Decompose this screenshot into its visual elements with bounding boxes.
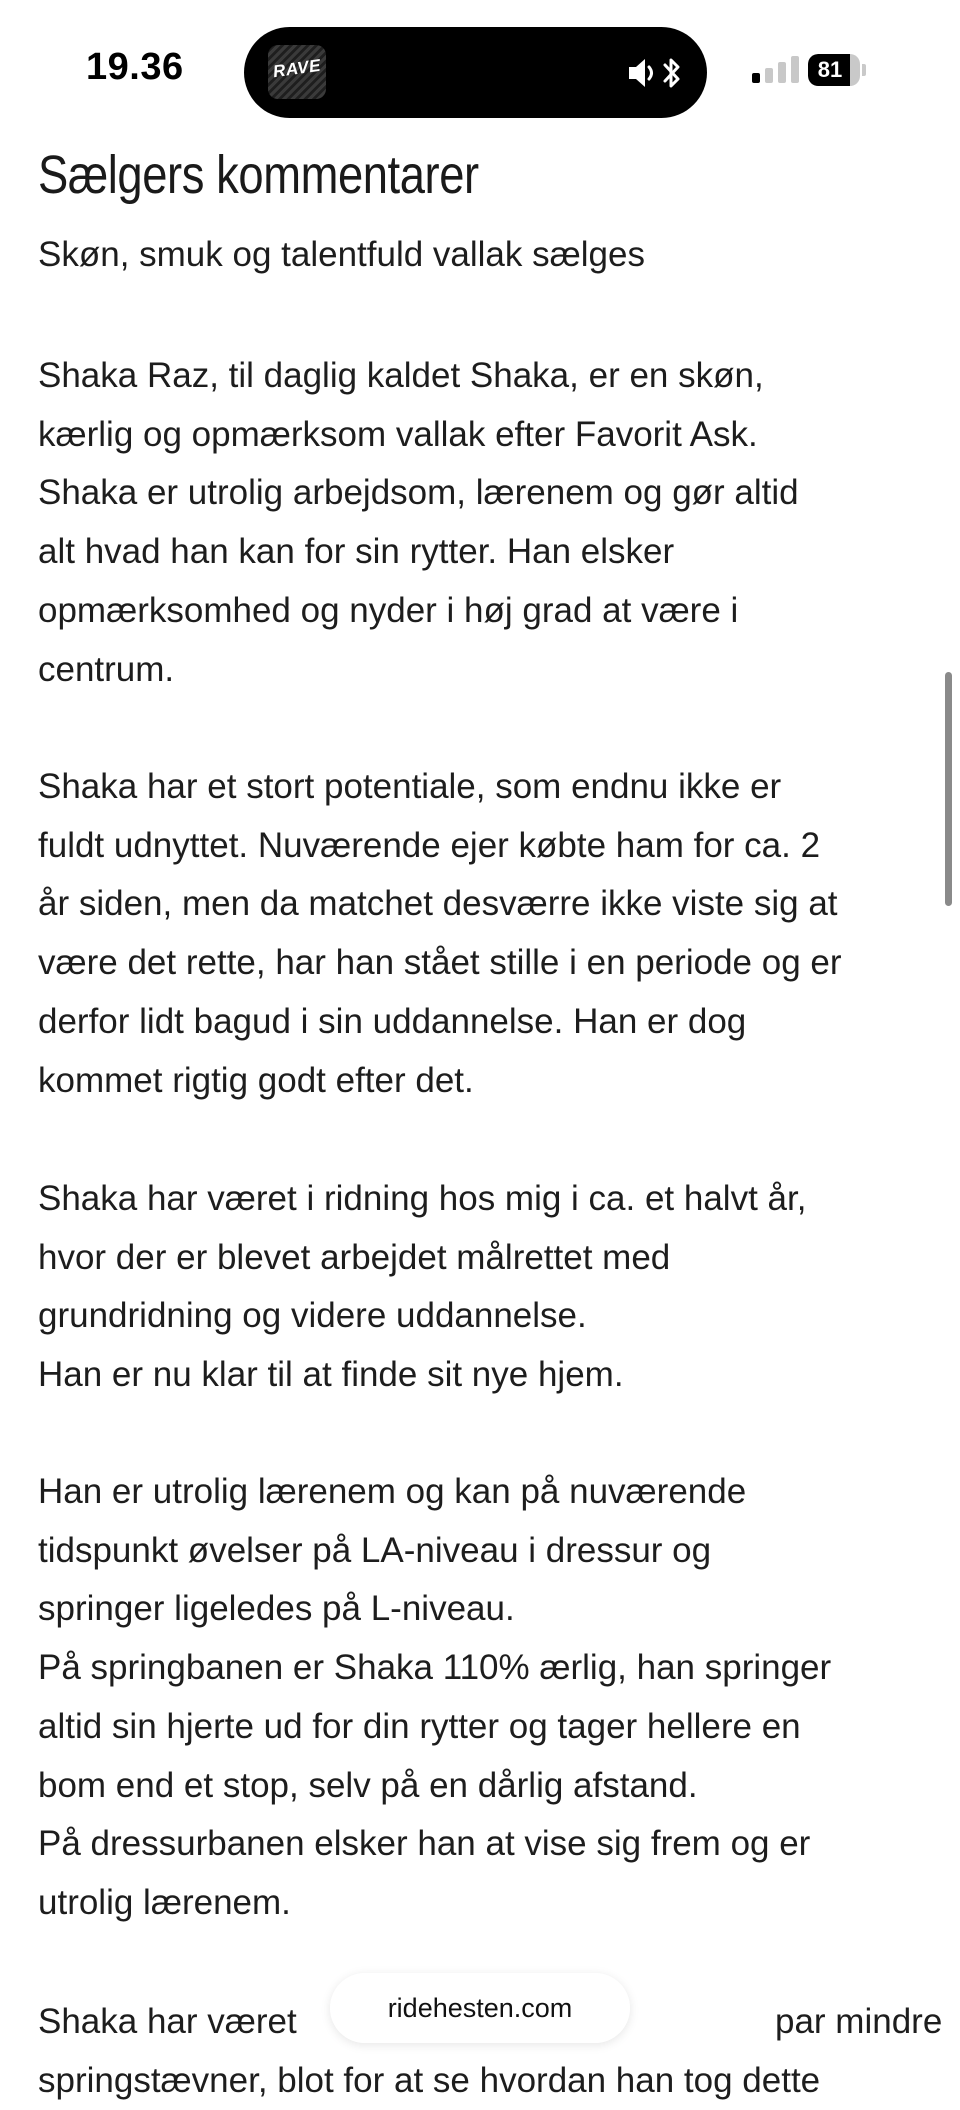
bluetooth-icon [661,55,683,91]
description-line: Shaka har et stort potentiale, som endnu ikke er [38,767,782,806]
description-line: være det rette, har han stået stille i en periode og er [38,943,842,983]
description-line: Skøn, smuk og talentfuld vallak sælges [38,235,645,274]
description-paragraph [38,347,938,699]
description-paragraph [38,1463,938,1933]
description-line: hvor der er blevet arbejdet målrettet med [38,1237,671,1277]
description-line: Han er utrolig lærenem og kan på nuværende [38,1472,747,1511]
description-line: springstævner, blot for at se hvordan han tog dette [38,2060,821,2100]
status-time: 19.36 [86,46,184,88]
description-line: Shaka Raz, til daglig kaldet Shaka, er en skøn, [38,356,764,395]
description-line: opmærksomhed og nyder i høj grad at være i [38,590,739,630]
description-line: På dressurbanen elsker han at vise sig frem og er [38,1824,811,1864]
description-line: år siden, men da matchet desværre ikke viste sig at [38,884,838,924]
now-playing-artwork[interactable] [268,45,326,99]
description-line: derfor lidt bagud i sin uddannelse. Han er dog [38,1001,747,1041]
battery-level: 81 [817,57,843,82]
description-line: Shaka har været i ridning hos mig i ca. et halvt år, [38,1179,807,1218]
cellular-signal-icon [752,56,799,83]
address-bar[interactable] [330,1973,630,2043]
description-line: centrum. [38,649,175,689]
description-line: utrolig lærenem. [38,1882,291,1922]
description-line: Shaka er utrolig arbejdsom, lærenem og gør altid [38,473,799,513]
address-bar-url: ridehesten.com [387,1993,573,2023]
dynamic-island[interactable] [244,27,707,118]
description-line: altid sin hjerte ud for din rytter og tager hellere en [38,1706,801,1746]
scrollbar[interactable] [945,672,952,906]
description-line-start: Shaka har været [38,2002,297,2041]
description-line: kommet rigtig godt efter det. [38,1060,474,1100]
description-line: Han er nu klar til at finde sit nye hjem. [38,1355,624,1395]
description-line: alt hvad han kan for sin rytter. Han elsker [38,532,675,572]
description-paragraph [38,226,938,285]
island-indicators [627,51,683,95]
speaker-icon [627,55,657,91]
page-title: Sælgers kommentarer [38,145,479,205]
description-line: fuldt udnyttet. Nuværende ejer købte ham for ca. 2 [38,825,821,865]
description-line-end: par mindre [775,2002,943,2041]
status-bar [0,0,960,140]
description-line: tidspunkt øvelser på LA-niveau i dressur og [38,1530,712,1570]
description-line: bom end et stop, selv på en dårlig afstand. [38,1765,698,1805]
description-line: kærlig og opmærksom vallak efter Favorit Ask. [38,414,758,454]
description-paragraph [38,1170,938,1405]
description-line: springer ligeledes på L-niveau. [38,1589,515,1629]
description-line: grundridning og videre uddannelse. [38,1296,587,1336]
now-playing-app-label: RAVE [271,55,323,82]
description-paragraph [38,758,938,1110]
battery-icon [808,54,866,86]
description-line: På springbanen er Shaka 110% ærlig, han springer [38,1648,832,1688]
